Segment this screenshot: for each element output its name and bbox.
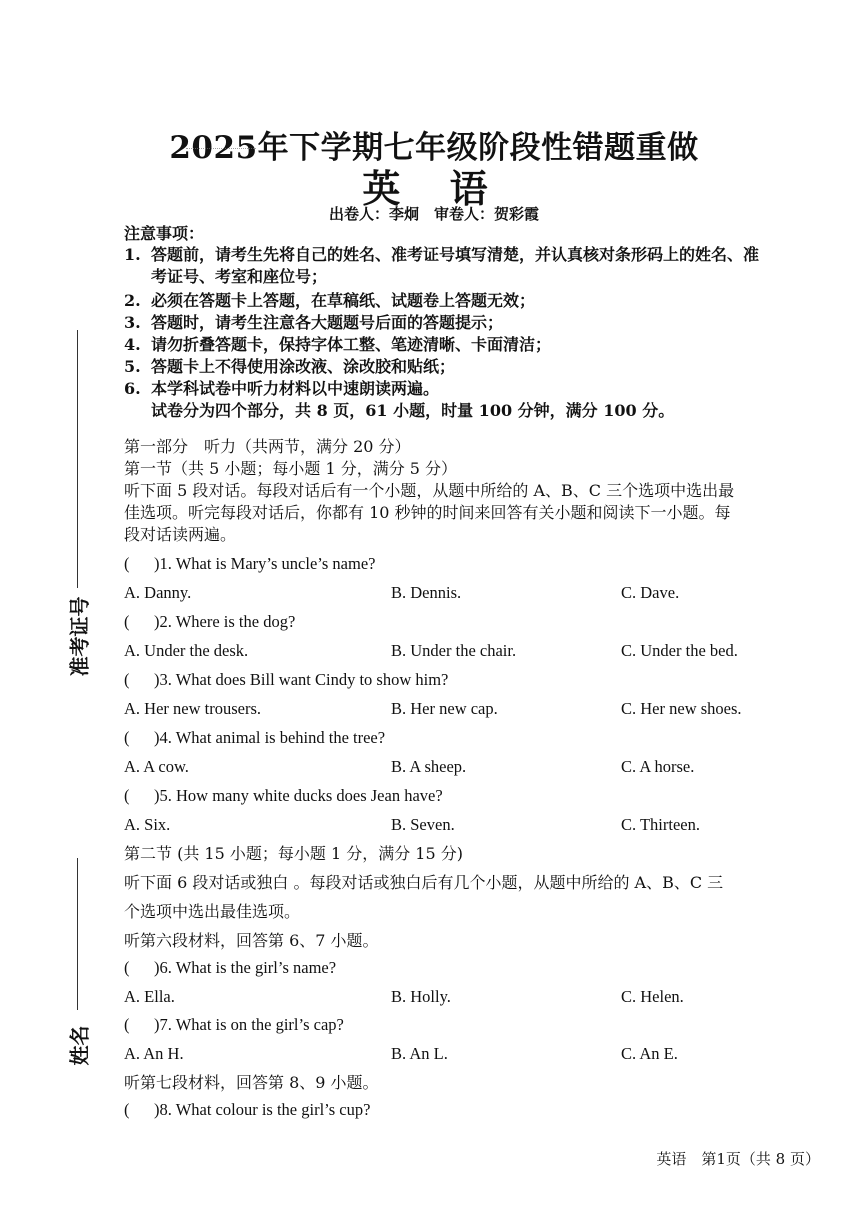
option-c: C. Dave. — [621, 583, 680, 602]
question-3 — [124, 670, 448, 690]
option-a: A. An H. — [124, 1044, 184, 1063]
option-c: C. Under the bed. — [621, 641, 738, 660]
question-text: )1. What is Mary’s uncle’s name? — [154, 554, 376, 573]
option-a: A. Ella. — [124, 987, 175, 1006]
note-item — [124, 356, 804, 378]
note-text: 答题卡上不得使用涂改液、涂改胶和贴纸； — [151, 357, 456, 376]
question-text: )6. What is the girl’s name? — [154, 958, 337, 977]
note-number: 5. — [124, 357, 141, 376]
note-item — [124, 334, 804, 356]
note-text: 答题时，请考生注意各大题题号后面的答题提示； — [151, 313, 504, 332]
note-text: 本学科试卷中听力材料以中速朗读两遍。 — [151, 379, 440, 398]
note-text: 请勿折叠答题卡，保持字体工整、笔迹清晰、卡面清洁； — [151, 335, 552, 354]
note-number: 4. — [124, 335, 141, 354]
option-c: C. Thirteen. — [621, 815, 700, 834]
question-6 — [124, 958, 336, 978]
option-b: B. Under the chair. — [391, 641, 517, 660]
exam-title: 2025年下学期七年级阶段性错题重做 — [169, 130, 699, 166]
question-text: )2. Where is the dog? — [154, 612, 296, 631]
question-5 — [124, 786, 443, 806]
notes-heading: 注意事项： — [124, 224, 205, 243]
answer-blank: ( — [124, 554, 130, 573]
authors-line: 出卷人：李炯 审卷人：贺彩霞 — [328, 205, 539, 223]
option-a: A. Danny. — [124, 583, 192, 602]
answer-blank: ( — [124, 1015, 130, 1034]
section1-heading: 第一节（共 5 小题；每小题 1 分，满分 5 分） — [124, 459, 458, 478]
option-a: A. Under the desk. — [124, 641, 249, 660]
question-1 — [124, 554, 375, 574]
note-number: 6. — [124, 379, 141, 398]
side-label-name: 姓名 — [67, 1025, 92, 1066]
question-5-options — [124, 815, 804, 837]
question-8 — [124, 1100, 370, 1120]
answer-blank: ( — [124, 728, 130, 747]
option-b: B. Dennis. — [391, 583, 462, 602]
question-4 — [124, 728, 385, 748]
page-footer: 英语 第1页（共 8 页） — [656, 1150, 820, 1168]
material-6-instruction: 听第六段材料，回答第 6、7 小题。 — [124, 931, 379, 950]
question-2 — [124, 612, 295, 632]
note-item — [124, 378, 804, 422]
note-number: 2. — [124, 291, 141, 310]
option-c: C. Helen. — [621, 987, 684, 1006]
note-item — [124, 290, 804, 312]
question-text: )7. What is on the girl’s cap? — [154, 1015, 344, 1034]
question-text: )4. What animal is behind the tree? — [154, 728, 386, 747]
section2-instruction: 个选项中选出最佳选项。 — [124, 902, 301, 921]
note-text: 必须在答题卡上答题，在草稿纸、试题卷上答题无效； — [151, 291, 536, 310]
note-item — [124, 312, 804, 334]
note-item — [124, 244, 804, 288]
material-7-instruction: 听第七段材料，回答第 8、9 小题。 — [124, 1073, 379, 1092]
option-a: A. A cow. — [124, 757, 189, 776]
option-b: B. A sheep. — [391, 757, 467, 776]
question-3-options — [124, 699, 804, 721]
part1-heading: 第一部分 听力（共两节，满分 20 分） — [124, 437, 411, 456]
option-c: C. An E. — [621, 1044, 678, 1063]
section2-heading: 第二节 (共 15 小题；每小题 1 分，满分 15 分) — [124, 844, 463, 863]
question-6-options — [124, 987, 804, 1009]
option-a: A. Six. — [124, 815, 171, 834]
option-b: B. Her new cap. — [391, 699, 498, 718]
answer-blank: ( — [124, 612, 130, 631]
option-b: B. Seven. — [391, 815, 455, 834]
answer-blank: ( — [124, 786, 130, 805]
answer-blank: ( — [124, 958, 130, 977]
section2-instruction: 听下面 6 段对话或独白 。每段对话或独白后有几个小题，从题中所给的 A、B、C 三 — [124, 873, 724, 892]
side-label-exam-id: 准考证号 — [67, 596, 92, 677]
question-text: )3. What does Bill want Cindy to show him? — [154, 670, 449, 689]
question-text: )8. What colour is the girl’s cup? — [154, 1100, 371, 1119]
note-number: 3. — [124, 313, 141, 332]
option-b: B. An L. — [391, 1044, 448, 1063]
subject-title: 英 语 — [362, 166, 506, 211]
section1-instruction: 段对话读两遍。 — [124, 525, 237, 544]
question-7 — [124, 1015, 344, 1035]
question-2-options — [124, 641, 804, 663]
note-number: 1. — [124, 245, 141, 264]
question-7-options — [124, 1044, 804, 1066]
note-text: 答题前，请考生先将自己的姓名、准考证号填写清楚，并认真核对条形码上的姓名、准 — [151, 245, 760, 264]
option-c: C. Her new shoes. — [621, 699, 742, 718]
note-continuation: 试卷分为四个部分，共 8 页，61 小题，时量 100 分钟，满分 100 分。 — [151, 401, 675, 420]
answer-blank: ( — [124, 1100, 130, 1119]
exam-id-fill-line — [77, 330, 78, 588]
note-continuation: 考证号、考室和座位号； — [151, 267, 328, 286]
option-b: B. Holly. — [391, 987, 451, 1006]
option-a: A. Her new trousers. — [124, 699, 262, 718]
section1-instruction: 佳选项。听完每段对话后，你都有 10 秒钟的时间来回答有关小题和阅读下一小题。每 — [124, 503, 731, 522]
question-text: )5. How many white ducks does Jean have? — [154, 786, 443, 805]
answer-blank: ( — [124, 670, 130, 689]
scan-artifact — [186, 148, 256, 155]
question-4-options — [124, 757, 804, 779]
question-1-options — [124, 583, 804, 605]
option-c: C. A horse. — [621, 757, 695, 776]
name-fill-line — [77, 858, 78, 1010]
section1-instruction: 听下面 5 段对话。每段对话后有一个小题，从题中所给的 A、B、C 三个选项中选出最 — [124, 481, 735, 500]
